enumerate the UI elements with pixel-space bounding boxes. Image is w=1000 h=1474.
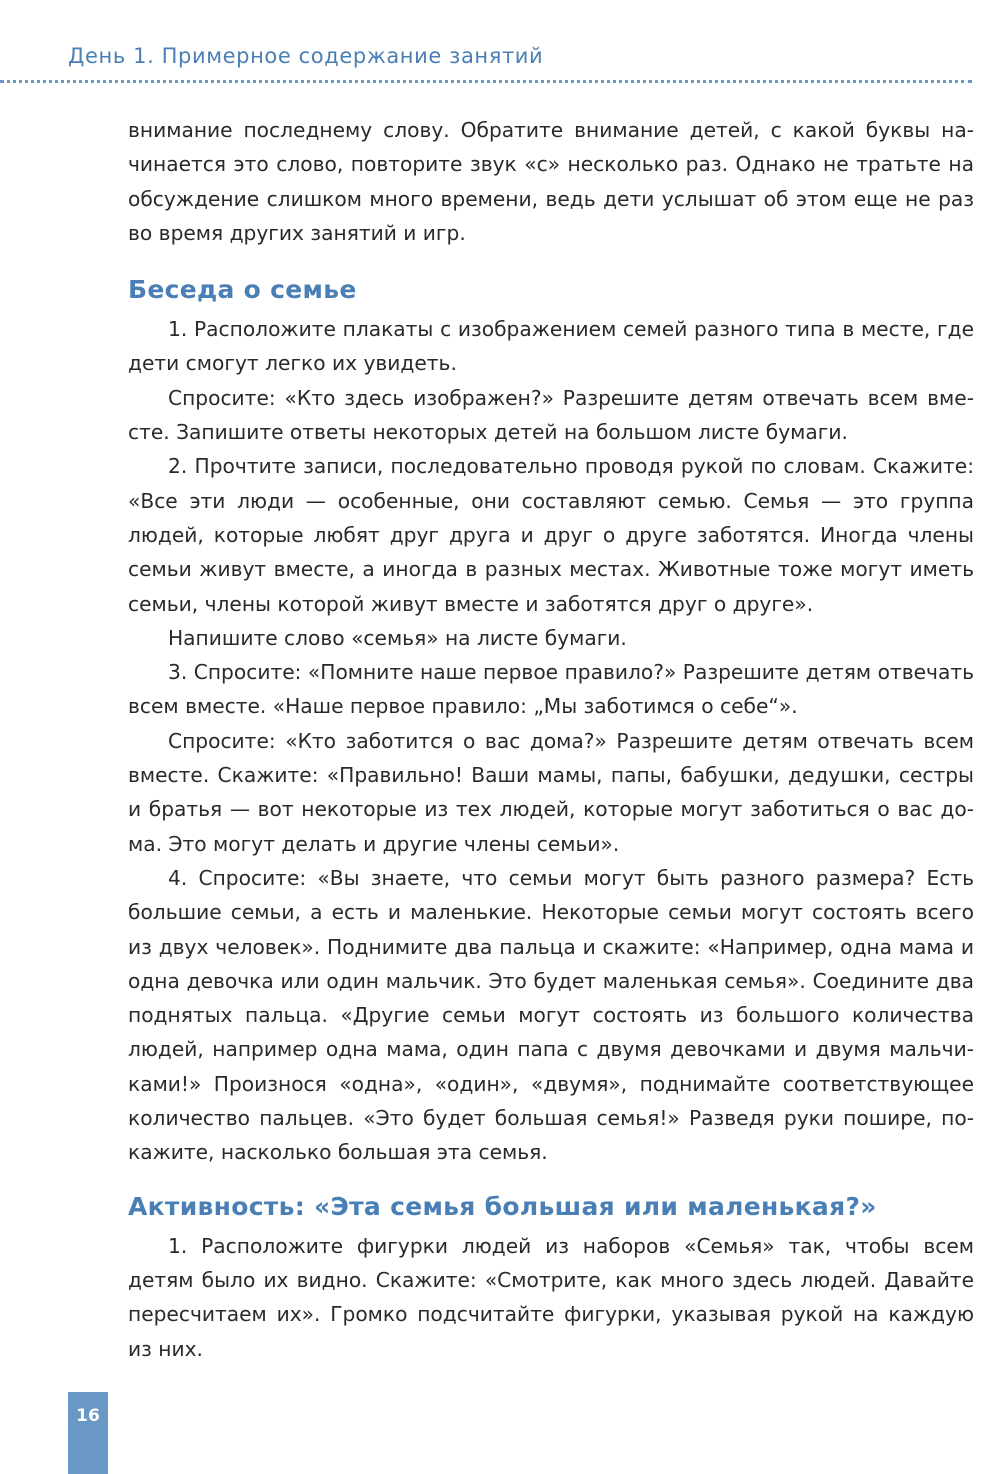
- section-heading-family-talk: Беседа о семье: [128, 275, 357, 305]
- section1-paragraph: Напишите слово «семья» на листе бумаги.: [168, 625, 627, 650]
- section1-paragraph: 4. Спросите: «Вы знаете, что семьи могут быть разного размера? Есть большие семьи, а есть и маленькие. Некоторые семьи могут состоять всего из двух человек». Поднимите два пальца и скажите: «Например, одна мама и одна девочка или один мальчик. Это будет маленькая семья». Соедините два поднятых пальца. «Другие семьи могут состоять из большого количества людей, например одна мама, один папа с двумя девочками и двумя мальчиками!» Произнося «одна», «один», «двумя», поднимайте соответствующее количество пальцев. «Это будет большая семья!» Разведя руки пошире, покажите, насколько большая эта семья.: [128, 865, 974, 1165]
- section1-paragraph: 3. Спросите: «Помните наше первое правило?» Разрешите детям отвечать всем вместе. «Наше первое правило: „Мы заботимся о себе“».: [128, 660, 974, 719]
- page-number-tab: [68, 1392, 108, 1474]
- intro-paragraph: внимание последнему слову. Обратите внимание детей, с какой буквы начинается это слово, повторите звук «с» несколько раз. Однако не тратьте на обсуждение слишком много времени, ведь дети услышат об этом еще не раз во время других занятий и игр.: [128, 118, 974, 245]
- section1-paragraph: 1. Расположите плакаты с изображением семей разного типа в месте, где дети смогут легко их увидеть.: [128, 317, 974, 376]
- section-heading-activity: Активность: «Эта семья большая или маленькая?»: [128, 1191, 877, 1221]
- running-header-title: День 1. Примерное содержание занятий: [68, 44, 544, 68]
- header-dotted-divider: [0, 80, 972, 83]
- section1-paragraph: Спросите: «Кто здесь изображен?» Разрешите детям отвечать всем вместе. Запишите ответы некоторых детей на большом листе бумаги.: [128, 385, 974, 445]
- section1-paragraph: 2. Прочтите записи, последовательно проводя рукой по словам. Скажите: «Все эти люди — особенные, они составляют семью. Семья — это группа людей, которые любят друг друга и друг о друге заботятся. Иногда члены семьи живут вместе, а иногда в разных местах. Животные тоже могут иметь семьи, члены которой живут вместе и заботятся друг о друге».: [128, 454, 974, 616]
- section2-paragraph: 1. Расположите фигурки людей из наборов «Семья» так, чтобы всем детям было их видно. Скажите: «Смотрите, как много здесь людей. Давайте пересчитаем их». Громко подсчитайте фигурки, указывая рукой на каждую из них.: [128, 1233, 974, 1361]
- page-body: [128, 113, 974, 1366]
- section1-paragraph: Спросите: «Кто заботится о вас дома?» Разрешите детям отвечать всем вместе. Скажите: «Правильно! Ваши мамы, папы, бабушки, дедушки, сестры и братья — вот некоторые из тех людей, которые могут заботиться о вас дома. Это могут делать и другие члены семьи».: [128, 728, 974, 856]
- page-number: 16: [76, 1406, 100, 1426]
